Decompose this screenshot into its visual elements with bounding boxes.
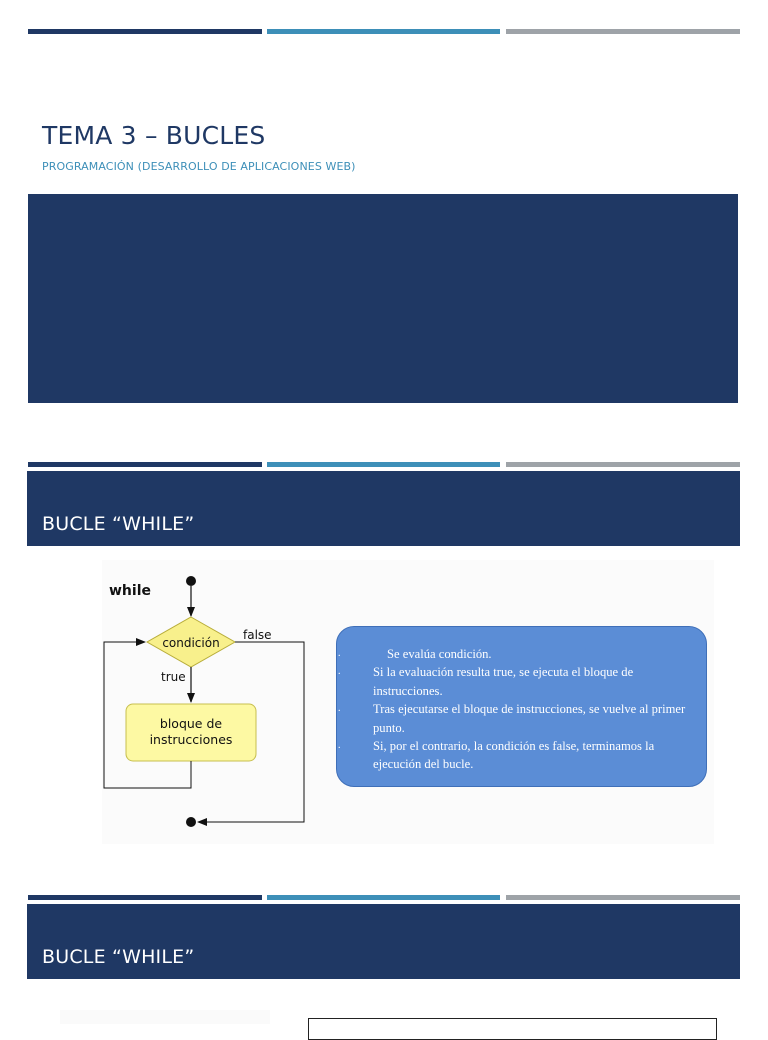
while-title: while (109, 583, 151, 599)
point-2: . Si la evaluación resulta true, se ejecuta el bloque de instrucciones. (338, 665, 634, 698)
false-label: false (243, 628, 272, 642)
block-label-line2: instrucciones (149, 732, 233, 747)
true-label: true (161, 670, 186, 684)
slide-subtitle: PROGRAMACIÓN (DESARROLLO DE APLICACIONES WEB) (42, 160, 356, 173)
figure-fragment (60, 1010, 270, 1024)
point-1: . Se evalúa condición. (338, 647, 492, 661)
top-stripe-blue (267, 895, 500, 900)
condition-label: condición (162, 636, 220, 650)
point-3: . Tras ejecutarse el bloque de instrucciones, se vuelve al primer punto. (338, 702, 686, 735)
explanation-box (336, 626, 707, 787)
top-stripe-gray (506, 895, 740, 900)
slide-title: TEMA 3 – BUCLES (42, 121, 266, 150)
heading-band (27, 904, 740, 979)
top-stripe-dark (28, 895, 262, 900)
end-node (186, 817, 196, 827)
slide-heading: BUCLE “WHILE” (42, 946, 195, 968)
block-label-line1: bloque de (159, 716, 223, 731)
point-4: . Si, por el contrario, la condición es false, terminamos la ejecución del bucle. (338, 739, 655, 772)
text-box-outline (308, 1018, 717, 1040)
start-node (186, 576, 196, 586)
slide-heading: BUCLE “WHILE” (42, 513, 195, 535)
